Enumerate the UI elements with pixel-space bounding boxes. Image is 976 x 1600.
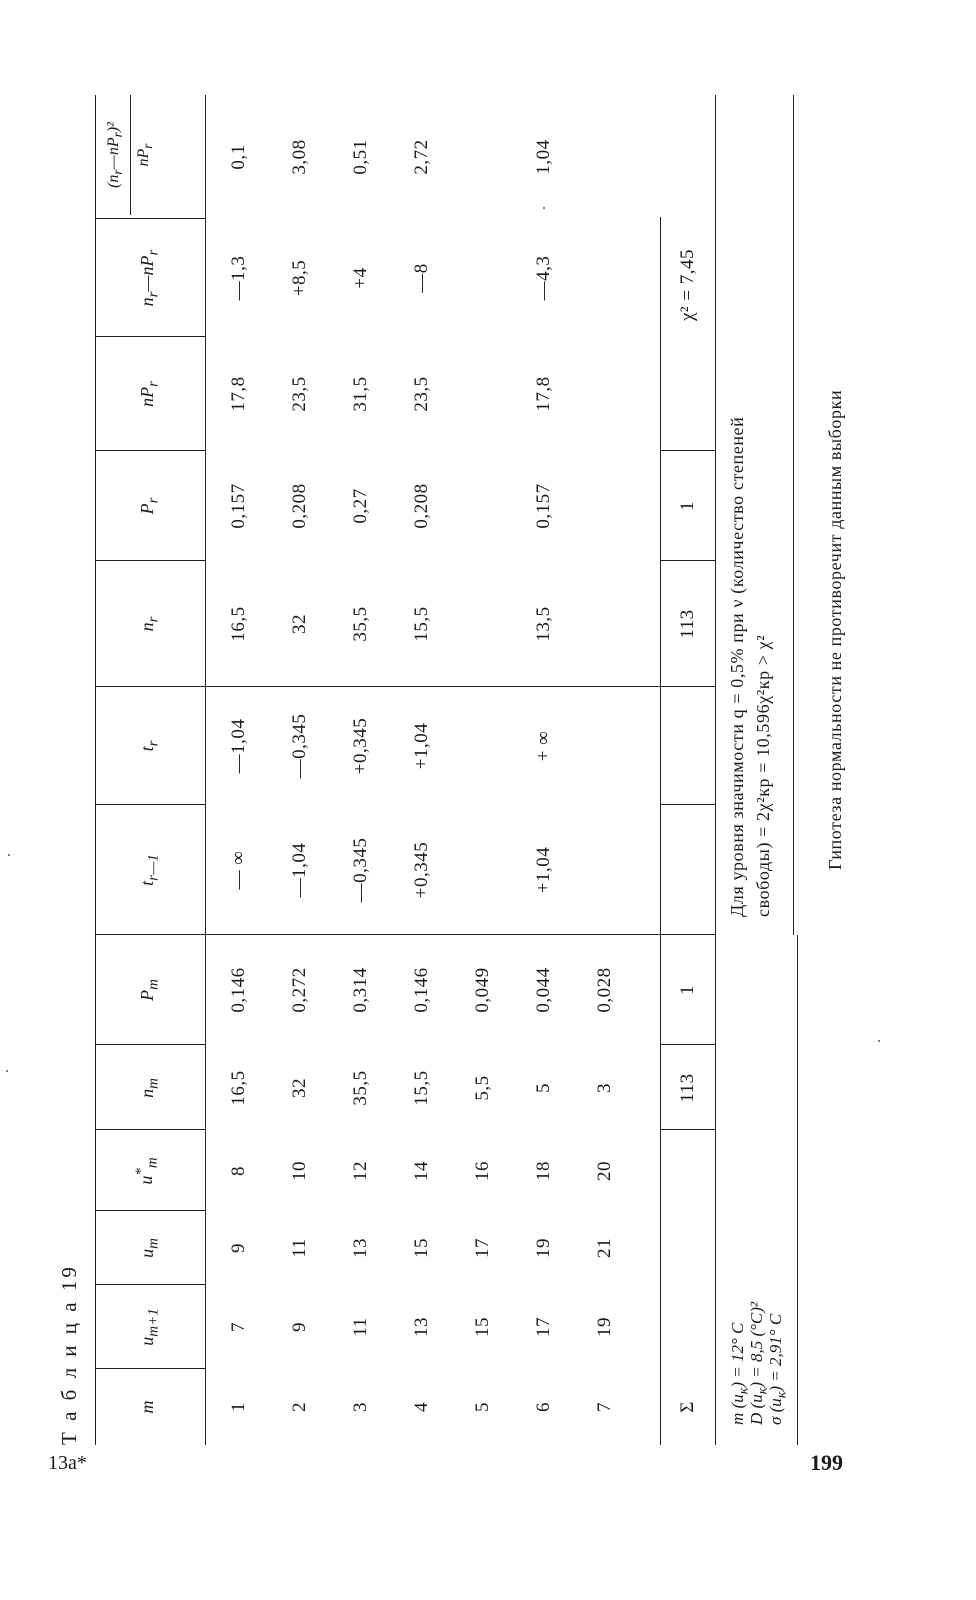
cell-pm: 0,272 — [289, 967, 310, 1013]
col-divider — [95, 1210, 205, 1211]
footnote-sd-label: σ (u — [766, 1398, 785, 1425]
cell-pm: 0,146 — [411, 967, 432, 1013]
cell-um: 11 — [289, 1238, 310, 1258]
header-chi-denominator: $nP_r$ — [135, 143, 156, 167]
cell-um: 21 — [594, 1238, 615, 1258]
header-rule — [205, 95, 206, 1445]
cell-um1: 9 — [289, 1322, 310, 1332]
col-divider — [95, 1129, 205, 1130]
cell-nm: 35,5 — [350, 1070, 371, 1106]
cell-nm: 5 — [533, 1083, 554, 1093]
sum-divider — [660, 1044, 715, 1045]
header-chi-numerator: $(n_r—nP_r)^2$ — [105, 95, 131, 215]
header-um1 — [137, 1308, 163, 1345]
col-divider — [95, 686, 715, 687]
cell-ustar: 14 — [411, 1161, 432, 1181]
cell-ustar: 12 — [350, 1161, 371, 1181]
cell-npr: 17,8 — [533, 376, 554, 412]
footnote-sd — [767, 1314, 790, 1425]
conclusion-rule — [793, 95, 794, 935]
cell-ustar: 16 — [472, 1161, 493, 1181]
cell-pr: 0,208 — [289, 483, 310, 529]
cell-tr1: —1,04 — [289, 842, 310, 898]
cell-diff: —8 — [411, 263, 432, 293]
scan-speck — [878, 1040, 880, 1042]
cell-um: 17 — [472, 1238, 493, 1258]
cell-tr: +0,345 — [350, 717, 371, 775]
cell-tr: —0,345 — [289, 713, 310, 779]
header-nr-text: $n_r$ — [137, 616, 162, 632]
footnote-sd-value: ) = 2,91° C — [766, 1313, 785, 1392]
footnote-variance-sub: к — [754, 1387, 771, 1395]
footnote-variance-label: D (u — [747, 1394, 766, 1425]
chi-square-total: χ² = 7,45 — [677, 248, 698, 322]
col-divider — [95, 450, 205, 451]
rotated-table-frame — [55, 85, 875, 1445]
cell-nm: 32 — [289, 1078, 310, 1098]
cell-npr: 17,8 — [228, 376, 249, 412]
col-divider — [95, 1044, 205, 1045]
col-divider — [95, 1284, 205, 1285]
footnote-sd-sub: к — [773, 1391, 790, 1399]
footnote-mean-sub: к — [735, 1387, 752, 1395]
cell-chi: 2,72 — [411, 139, 432, 175]
header-npr-text: $nP_r$ — [137, 381, 162, 407]
cell-tr1: +0,345 — [411, 841, 432, 899]
header-pr-text: $P_r$ — [137, 497, 162, 515]
header-pm — [137, 979, 163, 1001]
header-chi — [105, 95, 156, 215]
cell-pr: 0,157 — [228, 483, 249, 529]
sum-divider — [660, 804, 715, 805]
sum-divider — [660, 1129, 715, 1130]
header-um-text: $u_m$ — [137, 1238, 162, 1258]
cell-tr: +1,04 — [411, 722, 432, 770]
cell-m: 5 — [472, 1402, 493, 1412]
sum-nm: 113 — [677, 1073, 698, 1103]
conclusion-line-2: свободы) = 2χ²кр = 10,596χ²кр > χ² — [753, 634, 773, 917]
cell-nr: 35,5 — [350, 606, 371, 642]
cell-um1: 7 — [228, 1322, 249, 1332]
col-divider — [95, 336, 205, 337]
cell-pm: 0,028 — [594, 967, 615, 1013]
cell-ustar: 10 — [289, 1161, 310, 1181]
table-caption: Т а б л и ц а 19 — [57, 1264, 81, 1445]
cell-chi: 0,51 — [350, 139, 371, 175]
cell-chi: 1,04 — [533, 139, 554, 175]
sum-pm: 1 — [677, 985, 698, 995]
cell-m: 6 — [533, 1402, 554, 1412]
sum-pr: 1 — [677, 501, 698, 511]
cell-npr: 23,5 — [411, 376, 432, 412]
cell-pr: 0,208 — [411, 483, 432, 529]
sum-divider — [660, 560, 715, 561]
header-nm-text: $n_m$ — [137, 1078, 162, 1098]
bottom-rule — [715, 95, 716, 1445]
header-ustar-text: $u^*_m$ — [133, 1157, 161, 1185]
header-um — [137, 1238, 163, 1258]
cell-npr: 23,5 — [289, 376, 310, 412]
cell-diff: +4 — [350, 267, 371, 289]
cell-m: 1 — [228, 1402, 249, 1412]
footnote-mean-label: m (u — [728, 1394, 747, 1425]
cell-m: 2 — [289, 1402, 310, 1412]
cell-pr: 0,157 — [533, 483, 554, 529]
cell-pr: 0,27 — [350, 488, 371, 524]
col-divider — [95, 934, 715, 935]
cell-um: 9 — [228, 1243, 249, 1253]
cell-tr1: — ∞ — [228, 850, 249, 890]
cell-pm: 0,044 — [533, 967, 554, 1013]
cell-ustar: 20 — [594, 1161, 615, 1181]
sum-rule — [660, 217, 661, 1445]
cell-tr: + ∞ — [533, 730, 554, 762]
cell-nr: 15,5 — [411, 606, 432, 642]
scan-speck — [6, 1070, 8, 1072]
header-ustar — [133, 1157, 162, 1184]
header-diff-text: $n_r—nP_r$ — [137, 249, 162, 307]
sum-divider — [660, 450, 715, 451]
hypothesis-text: Гипотеза нормальности не противоречит данным выборки — [825, 389, 845, 870]
cell-m: 7 — [594, 1402, 615, 1412]
cell-nm: 15,5 — [411, 1070, 432, 1106]
cell-m: 4 — [411, 1402, 432, 1412]
header-m — [137, 1401, 158, 1414]
conclusion-line-1: Для уровня значимости q = 0,5% при ν (количество степеней — [727, 416, 747, 917]
cell-nm: 5,5 — [472, 1075, 493, 1101]
cell-diff: —1,3 — [228, 255, 249, 301]
cell-npr: 31,5 — [350, 376, 371, 412]
cell-um: 19 — [533, 1238, 554, 1258]
scan-speck — [543, 207, 545, 209]
cell-nm: 3 — [594, 1083, 615, 1093]
cell-chi: 0,1 — [228, 144, 249, 170]
cell-diff: +8,5 — [289, 259, 310, 297]
header-nr — [137, 617, 163, 632]
col-divider — [95, 804, 205, 805]
header-nm — [137, 1078, 163, 1098]
footnote-rule — [797, 935, 798, 1445]
cell-pm: 0,146 — [228, 967, 249, 1013]
cell-pm: 0,314 — [350, 967, 371, 1013]
footnote-mean-value: ) = 12° C — [728, 1322, 747, 1388]
header-um1-text: $u_{m+1}$ — [137, 1308, 162, 1346]
sum-nr: 113 — [677, 609, 698, 639]
header-tr — [137, 741, 163, 752]
header-diff — [137, 250, 163, 307]
header-pm-text: $P_m$ — [137, 979, 162, 1001]
cell-nr: 32 — [289, 614, 310, 634]
sum-label: Σ — [677, 1401, 698, 1413]
cell-tr1: —0,345 — [350, 837, 371, 903]
cell-nr: 16,5 — [228, 606, 249, 642]
cell-um: 13 — [350, 1238, 371, 1258]
cell-pm: 0,049 — [472, 967, 493, 1013]
cell-nm: 16,5 — [228, 1070, 249, 1106]
cell-um1: 19 — [594, 1317, 615, 1337]
cell-tr1: +1,04 — [533, 846, 554, 894]
cell-m: 3 — [350, 1402, 371, 1412]
cell-nr: 13,5 — [533, 606, 554, 642]
scan-speck — [8, 854, 10, 856]
cell-um1: 15 — [472, 1317, 493, 1337]
footnote-variance-value: ) = 8,5 (°C)² — [747, 1301, 766, 1388]
cell-um: 15 — [411, 1238, 432, 1258]
header-tr-text: $t_r$ — [137, 740, 162, 752]
header-tr1-text: $t_{r—1}$ — [137, 854, 162, 886]
col-divider — [95, 218, 205, 219]
cell-um1: 11 — [350, 1317, 371, 1337]
cell-tr: —1,04 — [228, 718, 249, 774]
cell-diff: —4,3 — [533, 255, 554, 301]
col-divider — [95, 560, 205, 561]
top-rule — [95, 95, 96, 1445]
header-npr — [137, 381, 163, 407]
header-m-text: m — [137, 1400, 157, 1414]
cell-um1: 17 — [533, 1317, 554, 1337]
cell-ustar: 8 — [228, 1166, 249, 1176]
header-pr — [137, 498, 163, 515]
signature-mark: 13а* — [48, 1452, 87, 1474]
page-number: 199 — [810, 1450, 843, 1475]
cell-ustar: 18 — [533, 1161, 554, 1181]
cell-chi: 3,08 — [289, 139, 310, 175]
header-tr1 — [137, 854, 163, 886]
col-divider — [95, 1368, 205, 1369]
cell-um1: 13 — [411, 1317, 432, 1337]
